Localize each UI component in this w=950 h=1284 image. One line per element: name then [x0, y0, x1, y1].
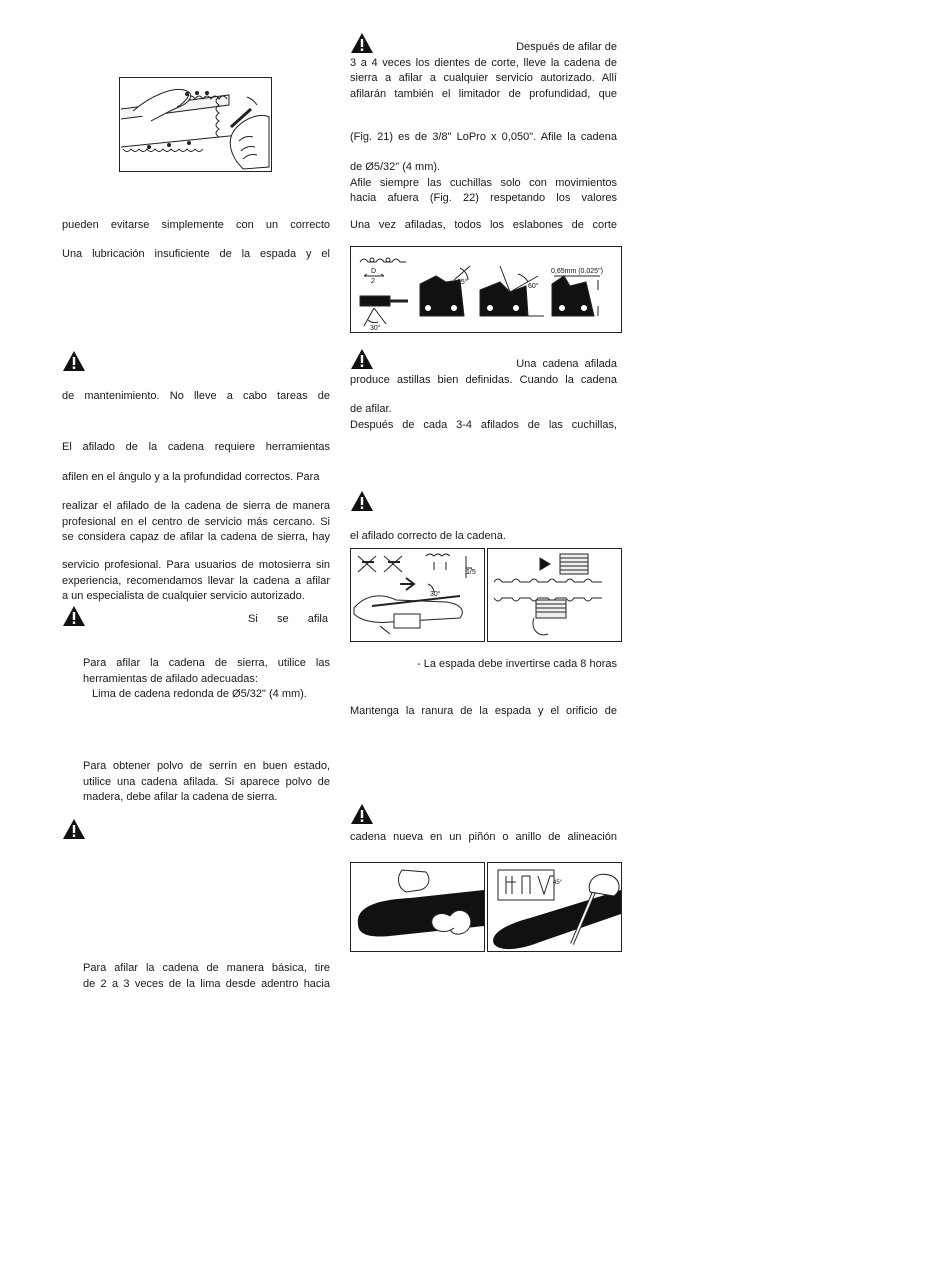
label-30: 30°: [370, 325, 381, 332]
text-line: hacia afuera (Fig. 22) respetando los valores: [350, 192, 617, 204]
paragraph-polvo: [83, 759, 330, 806]
paragraph-servicio: [62, 558, 330, 605]
paragraph-mantenga: Mantenga la ranura de la espada y el orificio de: [350, 705, 617, 717]
label-d2: 2: [371, 278, 375, 285]
text-line: Para afilar la cadena de manera básica, tire: [83, 962, 330, 974]
text-line: afilarán también el limitador de profundidad, que: [350, 87, 617, 100]
label-file-angle: 30°: [430, 591, 441, 598]
warning-icon: [62, 818, 86, 840]
warning-icon: [350, 490, 374, 512]
paragraph-si-se-afila: Si se afila: [248, 613, 328, 625]
paragraph-espada-invertirse: - La espada debe invertirse cada 8 horas: [417, 658, 617, 670]
filing-technique-figure: [350, 548, 622, 642]
paragraph-diametro: [350, 160, 617, 207]
text-line: profesional en el centro de servicio más cercano. Si: [62, 515, 330, 528]
text-line: Después de cada 3-4 afilados de las cuchillas,: [350, 418, 617, 431]
text-line: de 2 a 3 veces de la lima desde adentro hacia: [83, 977, 330, 990]
bar-maintenance-figure: [350, 862, 622, 952]
paragraph-cadena-afilada: [350, 357, 617, 388]
text-line: experiencia, recomendamos llevar la cadena a afilar: [62, 574, 330, 587]
paragraph-afilado-requiere: El afilado de la cadena requiere herramientas: [62, 441, 330, 453]
paragraph-una-vez: Una vez afiladas, todos los eslabones de corte: [350, 219, 617, 231]
label-d: D: [371, 268, 377, 275]
text-line: madera, debe afilar la cadena de sierra.: [83, 791, 278, 803]
warning-icon: [62, 350, 86, 372]
text-line: 3 a 4 veces los dientes de corte, lleve la cadena de: [350, 56, 617, 69]
label-bar-angle: 45°: [553, 880, 563, 886]
text-line: realizar el afilado de la cadena de sierra de manera: [62, 500, 330, 512]
paragraph-realizar: [62, 499, 330, 546]
text-line: servicio profesional. Para usuarios de motosierra sin: [62, 559, 330, 571]
paragraph-herramientas: [83, 656, 330, 703]
text-line: de afilar.: [350, 403, 392, 415]
text-line: a un especialista de cualquier servicio autorizado.: [62, 590, 305, 602]
cutter-angles-figure: [350, 246, 622, 333]
text-line: Después de afilar de: [516, 41, 617, 53]
text-line: Afile siempre las cuchillas solo con movimientos: [350, 176, 617, 189]
text-line: herramientas de afilado adecuadas:: [83, 672, 258, 685]
chain-inspection-illustration: [119, 77, 272, 172]
text-line: de Ø5/32" (4 mm).: [350, 161, 441, 173]
text-line: utilice una cadena afilada. Si aparece polvo de: [83, 775, 330, 788]
paragraph-cadena-nueva: cadena nueva en un piñón o anillo de alineación: [350, 831, 617, 843]
warning-icon: [62, 605, 86, 627]
label-fraction: 1/5: [466, 569, 476, 576]
text-line: Para afilar la cadena de sierra, utilice las: [83, 657, 330, 669]
paragraph-basica: [83, 961, 330, 992]
paragraph-lubricacion: Una lubricación insuficiente de la espada y el: [62, 248, 330, 260]
paragraph-fig21: (Fig. 21) es de 3/8" LoPro x 0,050". Afile la cadena: [350, 131, 617, 143]
label-depth: 0,65mm (0.025"): [551, 268, 603, 275]
label-60: 60°: [528, 283, 539, 290]
paragraph-evitarse: pueden evitarse simplemente con un correcto: [62, 219, 330, 231]
text-line: produce astillas bien definidas. Cuando la cadena: [350, 373, 617, 386]
label-85: 85°: [457, 279, 468, 286]
warning-icon: [350, 803, 374, 825]
paragraph-afilado-correcto: el afilado correcto de la cadena.: [350, 530, 506, 542]
text-line: sierra a afilar a cualquier servicio autorizado. Allí: [350, 72, 617, 84]
paragraph-mantenimiento: de mantenimiento. No lleve a cabo tareas de: [62, 390, 330, 402]
paragraph-despues-afilar: [350, 40, 617, 102]
text-line: se considera capaz de afilar la cadena de sierra, hay: [62, 531, 330, 543]
paragraph-de-afilar: [350, 402, 617, 433]
text-line: Para obtener polvo de serrín en buen estado,: [83, 760, 330, 772]
text-line: Una cadena afilada: [516, 358, 617, 370]
paragraph-afilen: afilen en el ángulo y a la profundidad correctos. Para: [62, 471, 320, 483]
text-line: Lima de cadena redonda de Ø5/32" (4 mm).: [92, 688, 307, 700]
